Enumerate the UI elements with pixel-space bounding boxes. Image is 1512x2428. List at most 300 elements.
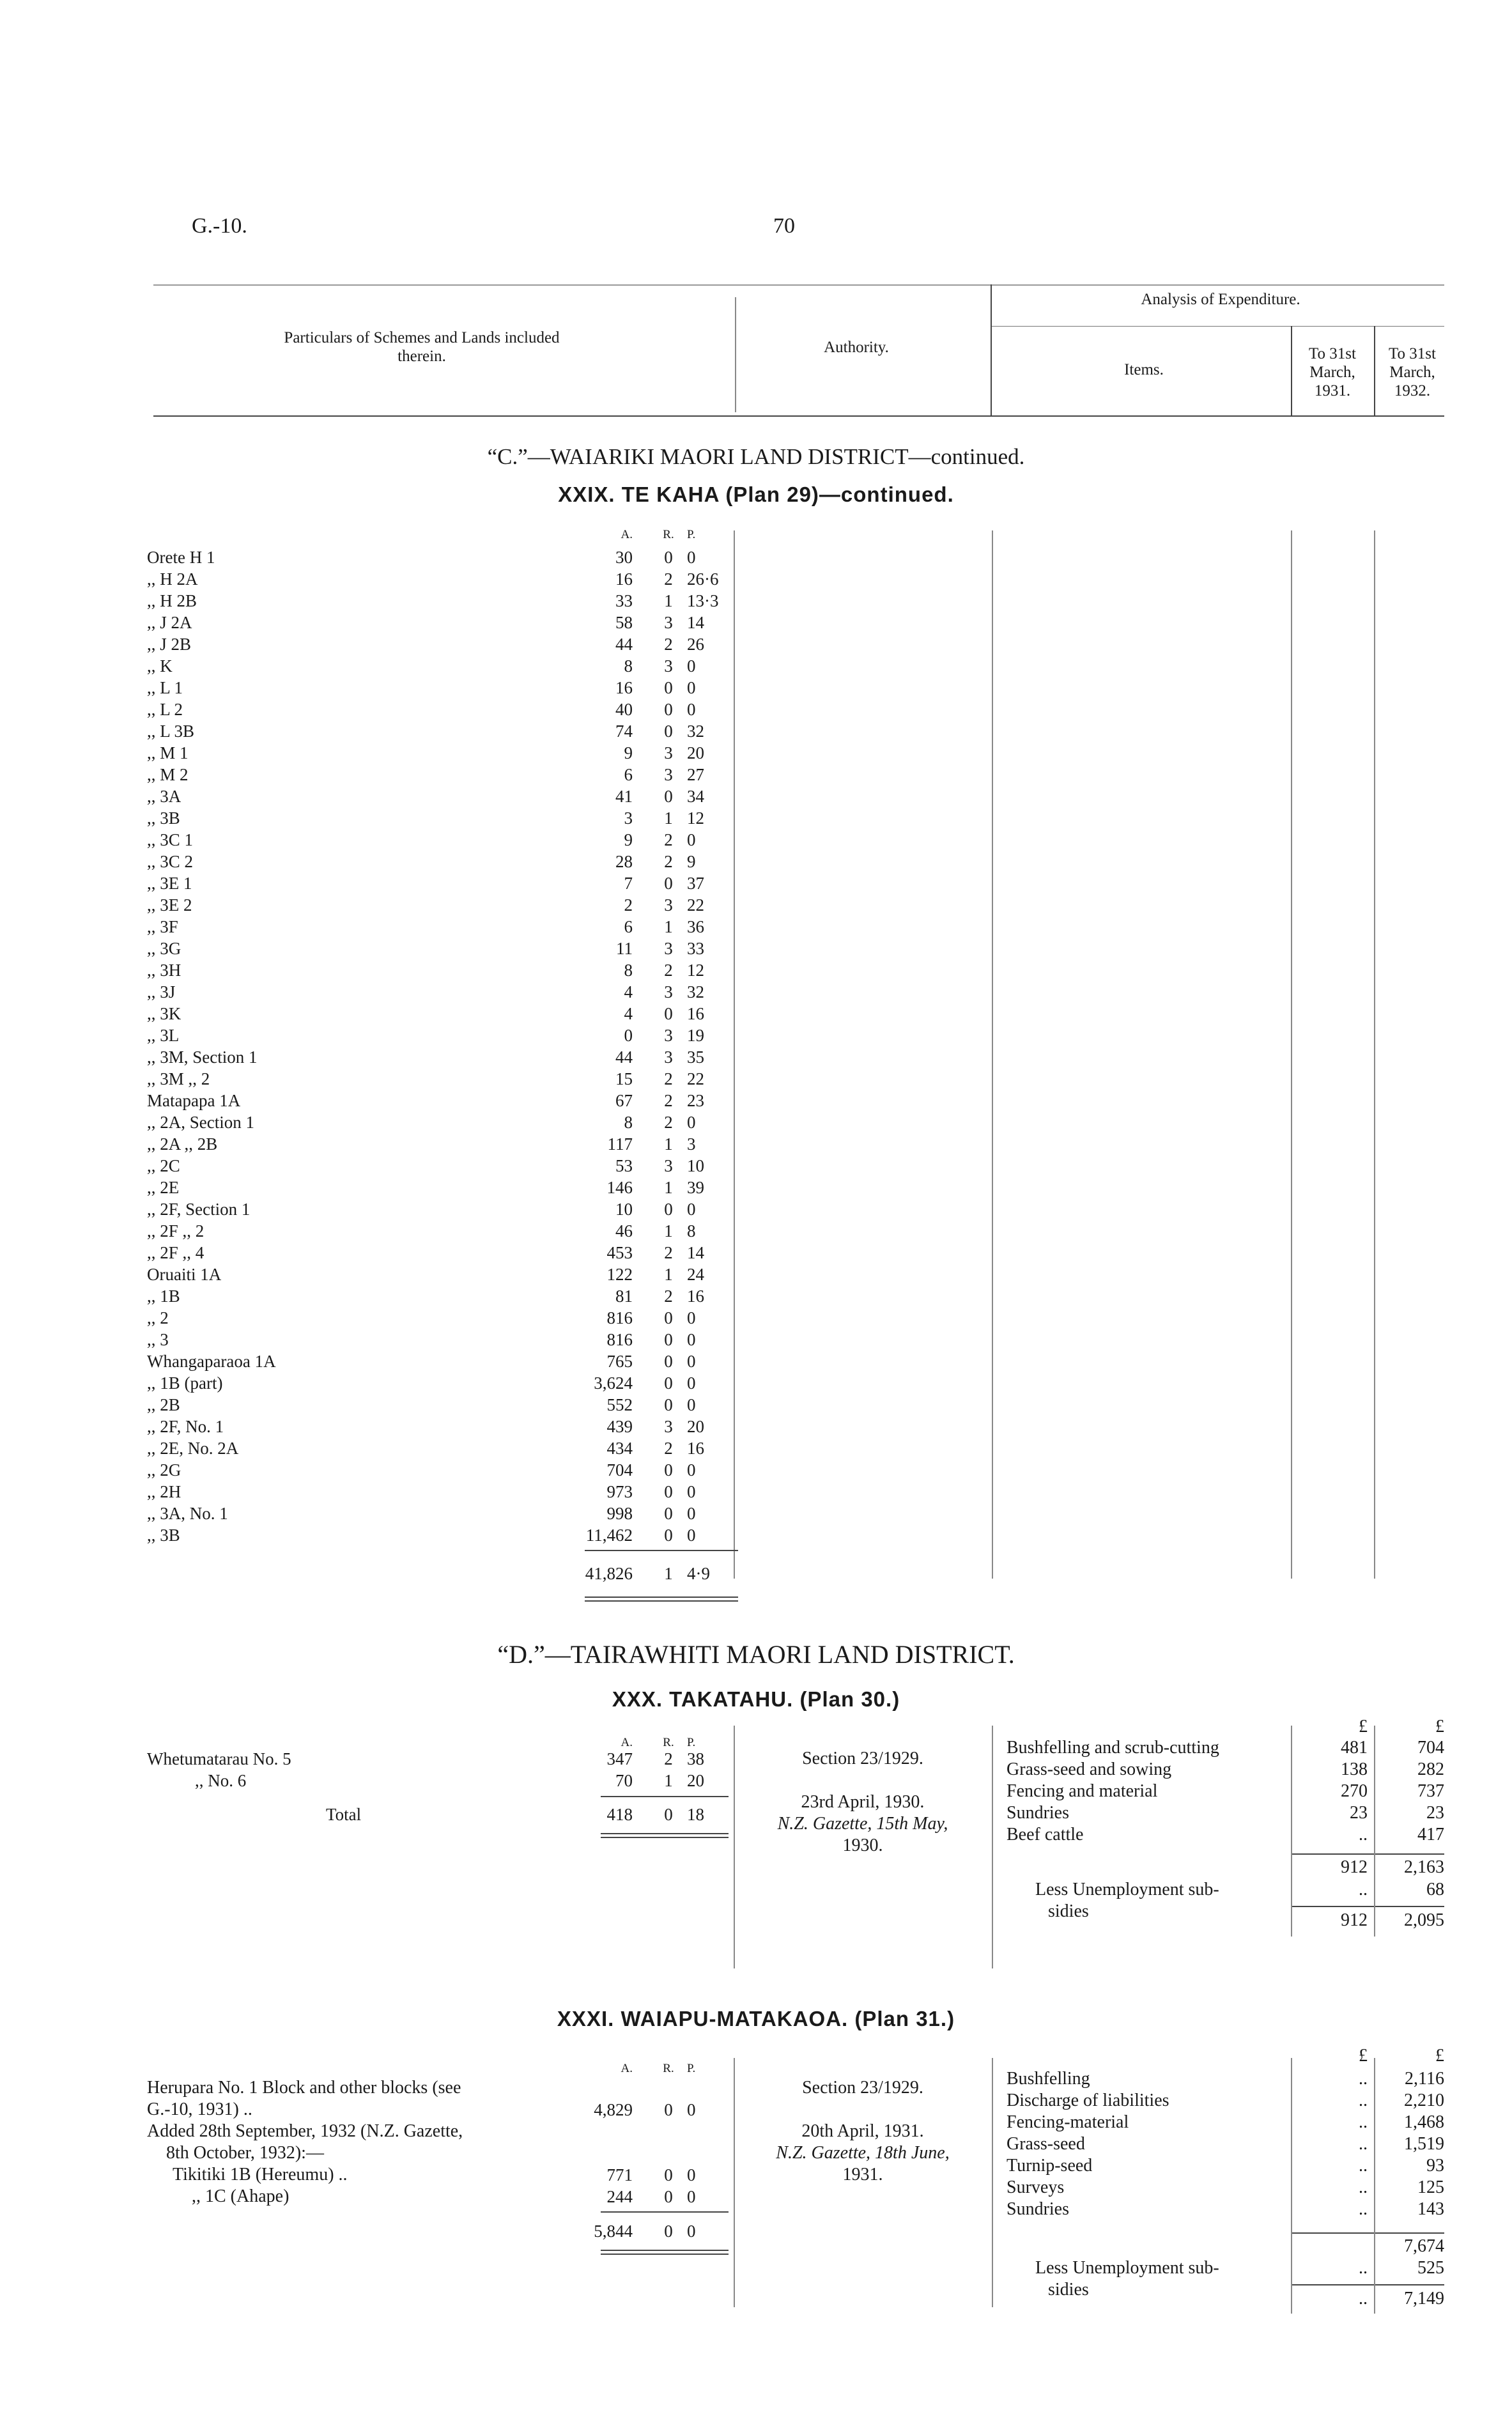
tikitiki-1b: Tikitiki 1B (Hereumu) .. — [173, 2165, 348, 2184]
acres: 33 — [615, 591, 633, 610]
perches: 26 — [687, 635, 704, 654]
item-name: Surveys — [1007, 2177, 1065, 2197]
header-bottom-rule — [153, 415, 1444, 417]
te-kaha-row — [0, 1198, 1512, 1220]
item-name: Beef cattle — [1007, 1825, 1084, 1844]
authority-line: N.Z. Gazette, 18th June, — [776, 2143, 950, 2163]
perches: 14 — [687, 1243, 704, 1262]
perches: 32 — [687, 722, 704, 741]
perches: 20 — [687, 1417, 704, 1436]
acres: 16 — [615, 569, 633, 589]
acres: 9 — [624, 743, 633, 762]
item-name: Sundries — [1007, 1803, 1069, 1823]
block-label: Matapapa 1A — [147, 1091, 241, 1110]
perches: 0 — [687, 2100, 696, 2119]
page-reference: G.-10. — [192, 214, 247, 238]
total-roods: 0 — [664, 2222, 673, 2241]
roods: 0 — [664, 1526, 673, 1545]
block-label: ,, H 2B — [147, 591, 197, 610]
perches: 19 — [687, 1026, 704, 1045]
roods: 3 — [664, 1156, 673, 1175]
te-kaha-row — [0, 1307, 1512, 1329]
xxxi-less-label-2: sidies — [1048, 2280, 1089, 2300]
perches: 26·6 — [687, 569, 719, 589]
item-1931: 23 — [1350, 1803, 1368, 1823]
acres: 765 — [606, 1352, 633, 1371]
acres: 347 — [606, 1749, 633, 1768]
te-kaha-row — [0, 742, 1512, 764]
total-label: Total — [326, 1805, 362, 1824]
authority-header: Authority. — [824, 339, 889, 356]
acres: 552 — [606, 1395, 633, 1414]
roods: 0 — [664, 1330, 673, 1349]
added-line-2: 8th October, 1932):— — [166, 2143, 324, 2163]
subtotal-rule — [1292, 1853, 1444, 1855]
roods: 2 — [664, 1091, 673, 1110]
xxx-less-label — [1035, 1879, 1219, 1901]
acres: 8 — [624, 961, 633, 980]
block-label: ,, 2A, Section 1 — [147, 1113, 254, 1132]
perches: 35 — [687, 1048, 704, 1067]
block-label: ,, M 2 — [147, 765, 189, 784]
perches: 13·3 — [687, 591, 719, 610]
perches: 8 — [687, 1221, 696, 1241]
te-kaha-row — [0, 829, 1512, 851]
te-kaha-row — [0, 1437, 1512, 1459]
item-name: Bushfelling and scrub-cutting — [1007, 1738, 1219, 1758]
column-rule — [734, 1726, 735, 1968]
subtotal-rule — [1292, 2232, 1444, 2234]
acres-head: A. — [621, 1736, 633, 1749]
herupara-line-2: G.-10, 1931) .. — [147, 2099, 252, 2119]
perches: 0 — [687, 1504, 696, 1523]
total-rule — [601, 1833, 729, 1834]
column-rule — [992, 1726, 993, 1968]
roods-head: R. — [663, 528, 674, 541]
roods: 0 — [664, 874, 673, 893]
perches: 33 — [687, 939, 704, 958]
roods: 0 — [664, 1352, 673, 1371]
column-rule — [992, 2058, 993, 2307]
block-label: ,, 3H — [147, 961, 181, 980]
perches: 27 — [687, 765, 704, 784]
xxxi-less-1931: .. — [1359, 2258, 1368, 2278]
te-kaha-row — [0, 568, 1512, 590]
block-label: Whetumatarau No. 5 — [147, 1749, 291, 1768]
total-perches: 0 — [687, 2222, 696, 2241]
total-perches: 4·9 — [687, 1564, 710, 1583]
total-perches: 18 — [687, 1805, 704, 1824]
perches: 9 — [687, 852, 696, 871]
te-kaha-row — [0, 764, 1512, 785]
xxx-net-1932: 2,095 — [1404, 1910, 1444, 1930]
acres: 40 — [615, 700, 633, 719]
perches: 0 — [687, 1352, 696, 1371]
roods: 0 — [664, 787, 673, 806]
header-divider — [735, 297, 736, 412]
te-kaha-total — [0, 1563, 1512, 1584]
te-kaha-row — [0, 851, 1512, 872]
acres: 70 — [615, 1771, 633, 1790]
te-kaha-row — [0, 1329, 1512, 1350]
xxxi-less-label: Less Unemployment sub- — [1035, 2258, 1219, 2278]
waiapu-col-heads — [0, 2058, 1512, 2080]
te-kaha-row — [0, 872, 1512, 894]
block-label: ,, 3E 1 — [147, 874, 192, 893]
net-rule — [1292, 1906, 1444, 1907]
roods: 1 — [664, 591, 673, 610]
roods: 1 — [664, 1771, 673, 1790]
perches: 16 — [687, 1287, 704, 1306]
block-label: ,, 2A ,, 2B — [147, 1134, 218, 1154]
xxx-subtotal-1932: 2,163 — [1404, 1857, 1444, 1877]
te-kaha-row — [0, 1133, 1512, 1155]
perches: 20 — [687, 1771, 704, 1790]
block-label: ,, 3 — [147, 1330, 169, 1349]
roods: 2 — [664, 1113, 673, 1132]
block-label: ,, 2F ,, 2 — [147, 1221, 204, 1241]
block-label: ,, J 2A — [147, 613, 192, 632]
currency-1931: £ — [1359, 1717, 1368, 1736]
total-rule — [601, 1837, 729, 1838]
acres: 816 — [606, 1330, 633, 1349]
currency-1932: £ — [1435, 1717, 1444, 1736]
block-label: ,, 3K — [147, 1004, 181, 1023]
roods: 0 — [664, 1460, 673, 1480]
te-kaha-row — [0, 655, 1512, 677]
herupara-line: Herupara No. 1 Block and other blocks (see — [147, 2078, 461, 2098]
te-kaha-row — [0, 894, 1512, 916]
column-rule — [992, 530, 993, 1579]
item-name: Fencing-material — [1007, 2112, 1129, 2132]
particulars-header: Particulars of Schemes and Lands included therein. — [284, 329, 560, 365]
te-kaha-row — [0, 1090, 1512, 1111]
acres: 122 — [606, 1265, 633, 1284]
perches: 0 — [687, 1482, 696, 1501]
item-1931: .. — [1359, 2069, 1368, 2089]
scheme-xxxi-title: XXXI. WAIAPU-MATAKAOA. (Plan 31.) — [557, 2007, 955, 2030]
perches: 0 — [687, 1113, 696, 1132]
item-1931: .. — [1359, 2134, 1368, 2154]
perches: 32 — [687, 982, 704, 1001]
te-kaha-row — [0, 785, 1512, 807]
roods: 1 — [664, 917, 673, 936]
header-divider — [1291, 326, 1292, 415]
xxx-less-1932: 68 — [1426, 1880, 1444, 1899]
items-header: Items. — [1124, 361, 1164, 378]
block-label: ,, M 1 — [147, 743, 189, 762]
perches: 0 — [687, 2165, 696, 2184]
roods: 3 — [664, 765, 673, 784]
acres-head: A. — [621, 528, 633, 541]
block-label: ,, K — [147, 656, 173, 676]
block-label: ,, L 2 — [147, 700, 183, 719]
column-rule — [1374, 2058, 1375, 2314]
section-c-title: “C.”—WAIARIKI MAORI LAND DISTRICT—continued. — [487, 444, 1025, 469]
acres: 11 — [616, 939, 633, 958]
acres: 10 — [615, 1200, 633, 1219]
acres: 6 — [624, 917, 633, 936]
item-1932: 1,468 — [1404, 2112, 1444, 2132]
block-label: ,, 2E — [147, 1178, 180, 1197]
roods: 3 — [664, 895, 673, 915]
roods: 1 — [664, 1134, 673, 1154]
total-acres: 418 — [606, 1805, 633, 1824]
xxxi-less-1932: 525 — [1417, 2258, 1444, 2278]
block-label: ,, 3A — [147, 787, 181, 806]
scheme-xxx-title: XXX. TAKATAHU. (Plan 30.) — [612, 1687, 900, 1711]
acres: 2 — [624, 895, 633, 915]
te-kaha-row — [0, 633, 1512, 655]
perches: 16 — [687, 1439, 704, 1458]
item-1931: 270 — [1341, 1781, 1368, 1801]
roods: 3 — [664, 982, 673, 1001]
te-kaha-row — [0, 1177, 1512, 1198]
col-1932-header: To 31st March, 1932. — [1389, 345, 1436, 399]
block-label: ,, 3F — [147, 917, 178, 936]
roods: 2 — [664, 1287, 673, 1306]
te-kaha-row — [0, 612, 1512, 633]
section-d-title: “D.”—TAIRAWHITI MAORI LAND DISTRICT. — [497, 1640, 1015, 1669]
te-kaha-row — [0, 546, 1512, 568]
total-rule — [601, 1796, 729, 1797]
acres: 704 — [606, 1460, 633, 1480]
acres: 6 — [624, 765, 633, 784]
block-label: ,, 3G — [147, 939, 181, 958]
acres: 53 — [615, 1156, 633, 1175]
acres: 3 — [624, 808, 633, 828]
roods: 2 — [664, 961, 673, 980]
roods: 3 — [664, 613, 673, 632]
item-1931: .. — [1359, 2112, 1368, 2132]
block-label: ,, 3C 1 — [147, 830, 194, 849]
acres: 816 — [606, 1308, 633, 1327]
item-name: Bushfelling — [1007, 2069, 1090, 2089]
header-top-rule — [153, 284, 1444, 286]
roods: 0 — [664, 1373, 673, 1393]
authority-line: 23rd April, 1930. — [801, 1792, 925, 1812]
acres: 998 — [606, 1504, 633, 1523]
xxxi-authority — [741, 2077, 984, 2186]
perches: 14 — [687, 613, 704, 632]
total-rule — [601, 2254, 729, 2255]
item-1931: .. — [1359, 2199, 1368, 2219]
acres: 30 — [615, 548, 633, 567]
column-rule — [1374, 530, 1375, 1579]
column-rule — [1291, 1726, 1292, 1937]
item-1931: .. — [1359, 2177, 1368, 2197]
roods-head: R. — [663, 1736, 674, 1749]
perches: 3 — [687, 1134, 696, 1154]
acres: 439 — [606, 1417, 633, 1436]
roods: 3 — [664, 656, 673, 676]
acres: 771 — [606, 2165, 633, 2184]
item-1932: 704 — [1417, 1738, 1444, 1758]
roods: 0 — [664, 722, 673, 741]
roods: 0 — [664, 678, 673, 697]
total-roods: 0 — [664, 1805, 673, 1824]
roods: 1 — [664, 1221, 673, 1241]
roods: 1 — [664, 1178, 673, 1197]
block-label: ,, 3C 2 — [147, 852, 194, 871]
roods: 2 — [664, 852, 673, 871]
block-label: ,, 2C — [147, 1156, 180, 1175]
block-label: ,, J 2B — [147, 635, 192, 654]
perches: 0 — [687, 548, 696, 567]
perches: 16 — [687, 1004, 704, 1023]
perches-head: P. — [687, 2062, 696, 2075]
acres: 4 — [624, 982, 633, 1001]
page-number: 70 — [773, 214, 795, 238]
perches: 10 — [687, 1156, 704, 1175]
acres: 11,462 — [585, 1526, 633, 1545]
block-label: ,, 2E, No. 2A — [147, 1439, 239, 1458]
te-kaha-row — [0, 720, 1512, 742]
header-divider — [1374, 326, 1375, 415]
te-kaha-row — [0, 1459, 1512, 1481]
item-1931: 481 — [1341, 1738, 1368, 1758]
roods: 2 — [664, 830, 673, 849]
te-kaha-row — [0, 1111, 1512, 1133]
acres-head: A. — [621, 2062, 633, 2075]
less-text: Less Unemployment sub- — [1035, 1880, 1219, 1899]
roods: 3 — [664, 1048, 673, 1067]
acres: 117 — [607, 1134, 633, 1154]
roods: 0 — [664, 2187, 673, 2206]
block-label: ,, 2 — [147, 1308, 169, 1327]
block-label: ,, 3M ,, 2 — [147, 1069, 210, 1088]
perches: 0 — [687, 700, 696, 719]
perches: 12 — [687, 961, 704, 980]
te-kaha-row — [0, 1242, 1512, 1264]
perches: 0 — [687, 1330, 696, 1349]
block-label: Orete H 1 — [147, 548, 215, 567]
authority-line: Section 23/1929. — [802, 1749, 923, 1768]
block-label: ,, 2F, No. 1 — [147, 1417, 224, 1436]
acres: 8 — [624, 1113, 633, 1132]
item-name: Grass-seed and sowing — [1007, 1759, 1172, 1779]
te-kaha-row — [0, 677, 1512, 699]
roods: 0 — [664, 548, 673, 567]
acres: 58 — [615, 613, 633, 632]
item-name: Turnip-seed — [1007, 2156, 1093, 2176]
column-rule — [1291, 530, 1292, 1579]
xxx-subtotal-1931: 912 — [1341, 1857, 1368, 1877]
te-kaha-row — [0, 1220, 1512, 1242]
te-kaha-row — [0, 1503, 1512, 1524]
perches: 36 — [687, 917, 704, 936]
analysis-header: Analysis of Expenditure. — [1141, 291, 1300, 308]
acres: 434 — [606, 1439, 633, 1458]
xxx-authority — [741, 1748, 984, 1857]
te-kaha-row — [0, 1068, 1512, 1090]
block-label: ,, L 3B — [147, 722, 194, 741]
perches: 0 — [687, 1200, 696, 1219]
perches: 0 — [687, 1308, 696, 1327]
item-1931: .. — [1359, 2091, 1368, 2110]
acres: 81 — [615, 1287, 633, 1306]
xxxi-net-1932: 7,149 — [1404, 2289, 1444, 2308]
tikitiki-1c: ,, 1C (Ahape) — [192, 2186, 289, 2206]
acres: 146 — [606, 1178, 633, 1197]
item-1932: 1,519 — [1404, 2134, 1444, 2154]
te-kaha-row — [0, 981, 1512, 1003]
perches: 22 — [687, 895, 704, 915]
te-kaha-row — [0, 959, 1512, 981]
acres: 244 — [606, 2187, 633, 2206]
te-kaha-col-heads — [0, 524, 1512, 546]
roods: 3 — [664, 939, 673, 958]
item-name: Grass-seed — [1007, 2134, 1085, 2154]
acres: 15 — [615, 1069, 633, 1088]
te-kaha-row — [0, 1046, 1512, 1068]
xxxi-subtotal-1932: 7,674 — [1404, 2236, 1444, 2256]
te-kaha-row — [0, 1481, 1512, 1503]
item-1932: 2,210 — [1404, 2091, 1444, 2110]
header-divider — [991, 284, 992, 415]
xxx-net-1931: 912 — [1341, 1910, 1368, 1930]
currency-1932: £ — [1435, 2046, 1444, 2066]
item-name: Discharge of liabilities — [1007, 2091, 1169, 2110]
acres: 973 — [606, 1482, 633, 1501]
block-label: ,, 1B (part) — [147, 1373, 223, 1393]
perches: 0 — [687, 1395, 696, 1414]
acres: 44 — [615, 635, 633, 654]
acres: 3,624 — [594, 1373, 633, 1393]
perches-head: P. — [687, 1736, 696, 1749]
total-acres: 5,844 — [594, 2222, 633, 2241]
te-kaha-row — [0, 1524, 1512, 1546]
perches: 23 — [687, 1091, 704, 1110]
roods: 0 — [664, 1004, 673, 1023]
te-kaha-row — [0, 1155, 1512, 1177]
roods: 0 — [664, 1504, 673, 1523]
block-label: ,, 3B — [147, 1526, 180, 1545]
roods-head: R. — [663, 2062, 674, 2075]
acres: 44 — [615, 1048, 633, 1067]
item-1932: 2,116 — [1405, 2069, 1444, 2089]
column-rule — [734, 2058, 735, 2307]
item-1932: 143 — [1417, 2199, 1444, 2219]
perches: 0 — [687, 1460, 696, 1480]
total-rule — [585, 1550, 738, 1551]
acres: 453 — [606, 1243, 633, 1262]
waiapu-total — [0, 2220, 1512, 2242]
acres: 67 — [615, 1091, 633, 1110]
perches: 39 — [687, 1178, 704, 1197]
acres: 16 — [615, 678, 633, 697]
total-rule — [601, 2211, 729, 2213]
block-label: Whangaparaoa 1A — [147, 1352, 276, 1371]
net-rule — [1292, 2284, 1444, 2285]
roods: 0 — [664, 1200, 673, 1219]
roods: 1 — [664, 1265, 673, 1284]
block-label: ,, No. 6 — [195, 1771, 247, 1790]
acres: 9 — [624, 830, 633, 849]
total-rule — [585, 1597, 738, 1598]
te-kaha-row — [0, 1372, 1512, 1394]
te-kaha-row — [0, 1416, 1512, 1437]
perches: 20 — [687, 743, 704, 762]
block-label: ,, 3B — [147, 808, 180, 828]
te-kaha-row — [0, 1264, 1512, 1285]
acres: 74 — [615, 722, 633, 741]
perches: 0 — [687, 2187, 696, 2206]
block-label: ,, 2F ,, 4 — [147, 1243, 204, 1262]
waiapu-row — [0, 2186, 1512, 2208]
roods: 0 — [664, 2100, 673, 2119]
acres: 7 — [624, 874, 633, 893]
